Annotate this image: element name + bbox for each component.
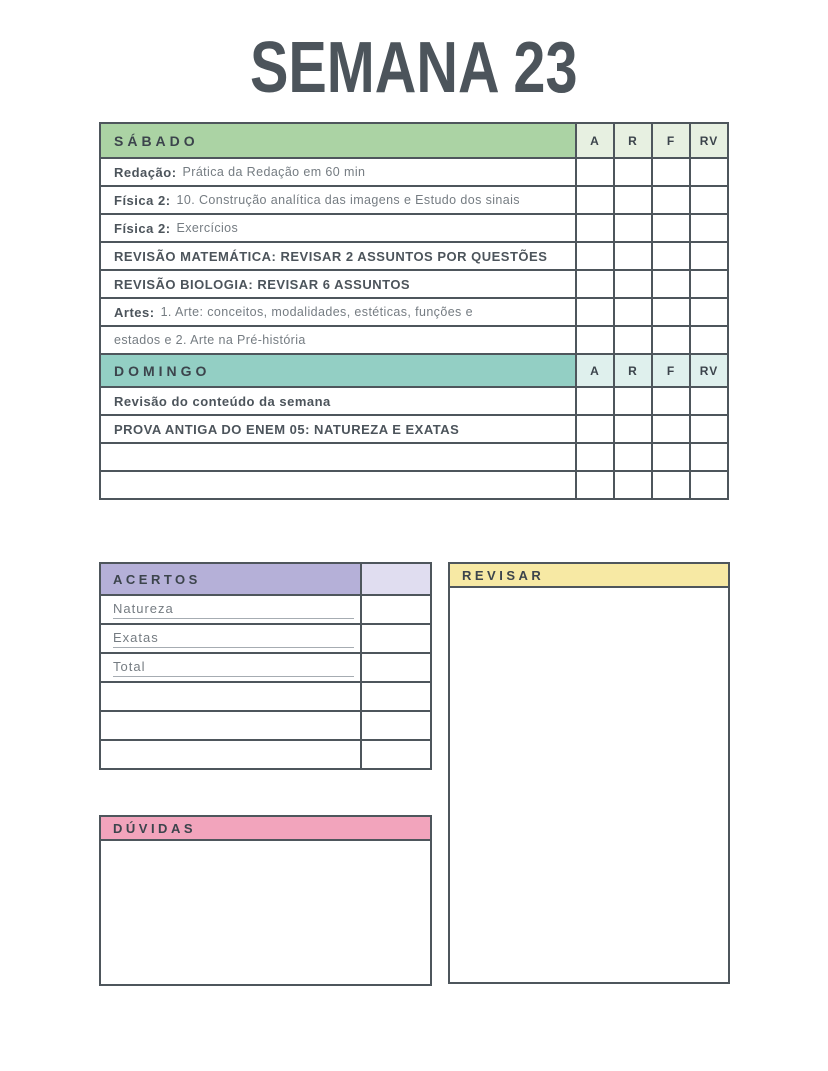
task-row bbox=[101, 241, 727, 269]
task-description: Prática da Redação em 60 min bbox=[182, 165, 366, 179]
acertos-row-label bbox=[101, 741, 360, 768]
day-name-sunday: DOMINGO bbox=[101, 355, 575, 386]
acertos-panel bbox=[99, 562, 432, 770]
check-cell bbox=[689, 327, 727, 353]
check-cell bbox=[689, 472, 727, 498]
day-name-saturday: SÁBADO bbox=[101, 124, 575, 157]
revisar-title: REVISAR bbox=[448, 562, 730, 588]
day-header-sunday bbox=[101, 353, 727, 386]
check-cell bbox=[651, 159, 689, 185]
acertos-header-row bbox=[101, 564, 430, 594]
duvidas-notes-area bbox=[99, 839, 432, 986]
check-cell bbox=[651, 215, 689, 241]
task-row bbox=[101, 297, 727, 325]
task-row bbox=[101, 414, 727, 442]
task-row bbox=[101, 269, 727, 297]
acertos-row-label: Total bbox=[113, 659, 354, 677]
check-column-header-a: A bbox=[575, 355, 613, 386]
acertos-row bbox=[101, 594, 430, 623]
acertos-row-label bbox=[101, 712, 360, 739]
check-cell bbox=[689, 388, 727, 414]
task-row bbox=[101, 213, 727, 241]
check-column-header-rv: RV bbox=[689, 355, 727, 386]
check-cell bbox=[575, 327, 613, 353]
task-row bbox=[101, 157, 727, 185]
check-cell bbox=[689, 444, 727, 470]
task-row-empty bbox=[101, 470, 727, 498]
check-cell bbox=[651, 472, 689, 498]
check-cell bbox=[575, 299, 613, 325]
check-cell bbox=[575, 271, 613, 297]
acertos-row-label bbox=[101, 683, 360, 710]
check-cell bbox=[651, 299, 689, 325]
task-description: 1. Arte: conceitos, modalidades, estéticas, funções e bbox=[160, 305, 473, 319]
acertos-value-cell bbox=[360, 596, 430, 623]
check-cell bbox=[575, 159, 613, 185]
check-cell bbox=[689, 271, 727, 297]
check-column-header-f: F bbox=[651, 124, 689, 157]
task-subject: REVISÃO MATEMÁTICA: REVISAR 2 ASSUNTOS POR QUESTÕES bbox=[114, 248, 548, 264]
page-title-wrap bbox=[0, 28, 828, 108]
task-description: estados e 2. Arte na Pré-história bbox=[114, 333, 306, 347]
acertos-value-cell bbox=[360, 654, 430, 681]
check-cell bbox=[575, 416, 613, 442]
check-cell bbox=[651, 388, 689, 414]
check-cell bbox=[613, 444, 651, 470]
check-cell bbox=[613, 187, 651, 213]
check-cell bbox=[575, 444, 613, 470]
acertos-title: ACERTOS bbox=[101, 564, 360, 594]
revisar-notes-area bbox=[448, 586, 730, 984]
task-subject: Física 2: bbox=[114, 192, 171, 208]
task-subject: Física 2: bbox=[114, 220, 171, 236]
task-description: Exercícios bbox=[176, 221, 239, 235]
acertos-row-label: Exatas bbox=[113, 630, 354, 648]
check-cell bbox=[651, 187, 689, 213]
check-column-header-r: R bbox=[613, 124, 651, 157]
check-cell bbox=[689, 416, 727, 442]
check-cell bbox=[613, 472, 651, 498]
task-row bbox=[101, 386, 727, 414]
check-column-header-f: F bbox=[651, 355, 689, 386]
task-row bbox=[101, 325, 727, 353]
task-row bbox=[101, 185, 727, 213]
acertos-row-empty bbox=[101, 710, 430, 739]
acertos-value-cell bbox=[360, 712, 430, 739]
acertos-row bbox=[101, 652, 430, 681]
task-subject: PROVA ANTIGA DO ENEM 05: NATUREZA E EXATAS bbox=[114, 421, 460, 437]
check-cell bbox=[613, 159, 651, 185]
check-cell bbox=[613, 243, 651, 269]
check-cell bbox=[651, 271, 689, 297]
check-cell bbox=[575, 472, 613, 498]
check-cell bbox=[613, 299, 651, 325]
check-column-header-rv: RV bbox=[689, 124, 727, 157]
check-cell bbox=[651, 416, 689, 442]
check-cell bbox=[613, 416, 651, 442]
acertos-row-empty bbox=[101, 739, 430, 768]
check-cell bbox=[689, 299, 727, 325]
check-cell bbox=[575, 215, 613, 241]
weekly-schedule-table bbox=[99, 122, 729, 500]
check-cell bbox=[651, 327, 689, 353]
acertos-value-cell bbox=[360, 683, 430, 710]
check-cell bbox=[575, 243, 613, 269]
acertos-value-cell bbox=[360, 625, 430, 652]
check-cell bbox=[613, 327, 651, 353]
task-row-empty bbox=[101, 442, 727, 470]
acertos-row bbox=[101, 623, 430, 652]
check-cell bbox=[613, 271, 651, 297]
check-cell bbox=[689, 159, 727, 185]
task-subject: Artes: bbox=[114, 304, 155, 320]
acertos-row-label: Natureza bbox=[113, 601, 354, 619]
check-cell bbox=[651, 243, 689, 269]
check-cell bbox=[689, 187, 727, 213]
check-cell bbox=[575, 187, 613, 213]
check-cell bbox=[613, 388, 651, 414]
check-cell bbox=[613, 215, 651, 241]
duvidas-panel bbox=[99, 815, 432, 986]
page-title: SEMANA 23 bbox=[250, 28, 578, 108]
acertos-header-value-cell bbox=[360, 564, 430, 594]
acertos-row-empty bbox=[101, 681, 430, 710]
task-subject: Redação: bbox=[114, 164, 177, 180]
revisar-panel bbox=[448, 562, 730, 984]
task-description: 10. Construção analítica das imagens e Estudo dos sinais bbox=[176, 193, 520, 207]
acertos-value-cell bbox=[360, 741, 430, 768]
duvidas-title: DÚVIDAS bbox=[99, 815, 432, 841]
task-subject: Revisão do conteúdo da semana bbox=[114, 393, 331, 409]
check-cell bbox=[689, 243, 727, 269]
day-header-saturday bbox=[101, 124, 727, 157]
check-column-header-r: R bbox=[613, 355, 651, 386]
task-subject: REVISÃO BIOLOGIA: REVISAR 6 ASSUNTOS bbox=[114, 276, 411, 292]
check-cell bbox=[689, 215, 727, 241]
check-cell bbox=[575, 388, 613, 414]
check-cell bbox=[651, 444, 689, 470]
check-column-header-a: A bbox=[575, 124, 613, 157]
